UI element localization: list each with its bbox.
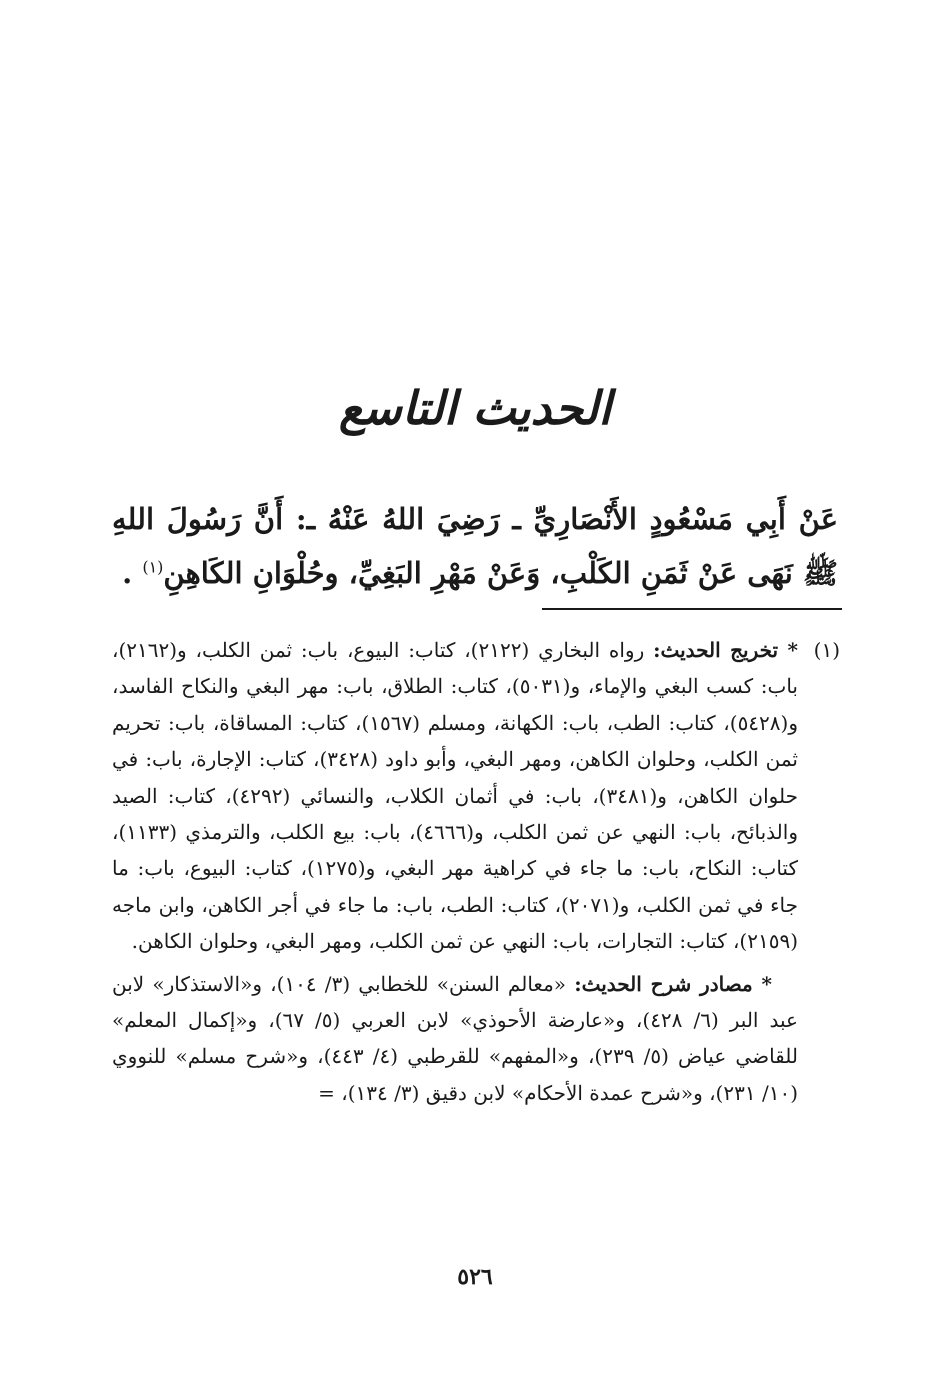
masadir-label: * مصادر شرح الحديث: [574,971,772,996]
masadir-text: «معالم السنن» للخطابي (٣/ ١٠٤)، و«الاستذكار» لابن عبد البر (٦/ ٤٢٨)، و«عارضة الأحوذي» لابن العربي (٥/ ٦٧)، و«إكمال المعلم» للقاضي عياض (٥/ ٢٣٩)، و«المفهم» للقرطبي (٤/ ٤٤٣)، و«شرح مسلم» للنووي (١٠/ ٢٣١)، و«شرح عمدة الأحكام» لابن دقيق (٣/ ١٣٤)، = [112,971,798,1105]
page-number: ٥٢٦ [457,1264,493,1290]
footnote-number: (١) [813,638,840,662]
footnote-separator [542,608,842,610]
hadith-text: عَنْ أَبِي مَسْعُودٍ الأَنْصَارِيِّ ـ رَضِيَ اللهُ عَنْهُ ـ: أَنَّ رَسُولَ اللهِ ﷺ نَهَى عَنْ ثَمَنِ الكَلْبِ، وَعَنْ مَهْرِ البَغِيِّ، وحُلْوَانِ الكَاهِنِ [112,502,838,590]
takhrij-paragraph [112,632,798,960]
footnote-reference: (١) [142,557,164,577]
hadith-end-punctuation: . [122,556,143,590]
footnote-item [112,632,840,1111]
masadir-paragraph [112,966,798,1112]
chapter-title: الحديث التاسع [338,381,612,435]
takhrij-text: رواه البخاري (٢١٢٢)، كتاب: البيوع، باب: ثمن الكلب، و(٢١٦٢)، باب: كسب البغي والإماء، و(٥٠٣١)، كتاب: الطلاق، باب: مهر البغي والنكاح الفاسد، و(٥٤٢٨)، كتاب: الطب، باب: الكهانة، ومسلم (١٥٦٧)، كتاب: المساقاة، باب: تحريم ثمن الكلب، وحلوان الكاهن، ومهر البغي، وأبو داود (٣٤٢٨)، كتاب: الإجارة، باب: في حلوان الكاهن، و(٣٤٨١)، باب: في أثمان الكلاب، والنسائي (٤٢٩٢)، كتاب: الصيد والذبائح، باب: النهي عن ثمن الكلب، و(٤٦٦٦)، باب: بيع الكلب، والترمذي (١١٣٣)، كتاب: النكاح، باب: ما جاء في كراهية مهر البغي، و(١٢٧٥)، كتاب: البيوع، باب: ما جاء في ثمن الكلب، و(٢٠٧١)، كتاب: الطب، باب: ما جاء في أجر الكاهن، وابن ماجه (٢١٥٩)، كتاب: التجارات، باب: النهي عن ثمن الكلب، ومهر البغي، وحلوان الكاهن. [112,638,798,954]
footnotes-section [112,632,840,1111]
takhrij-label: * تخريج الحديث: [653,638,798,662]
footnote-body [112,632,798,1111]
hadith-text-block [112,492,838,600]
